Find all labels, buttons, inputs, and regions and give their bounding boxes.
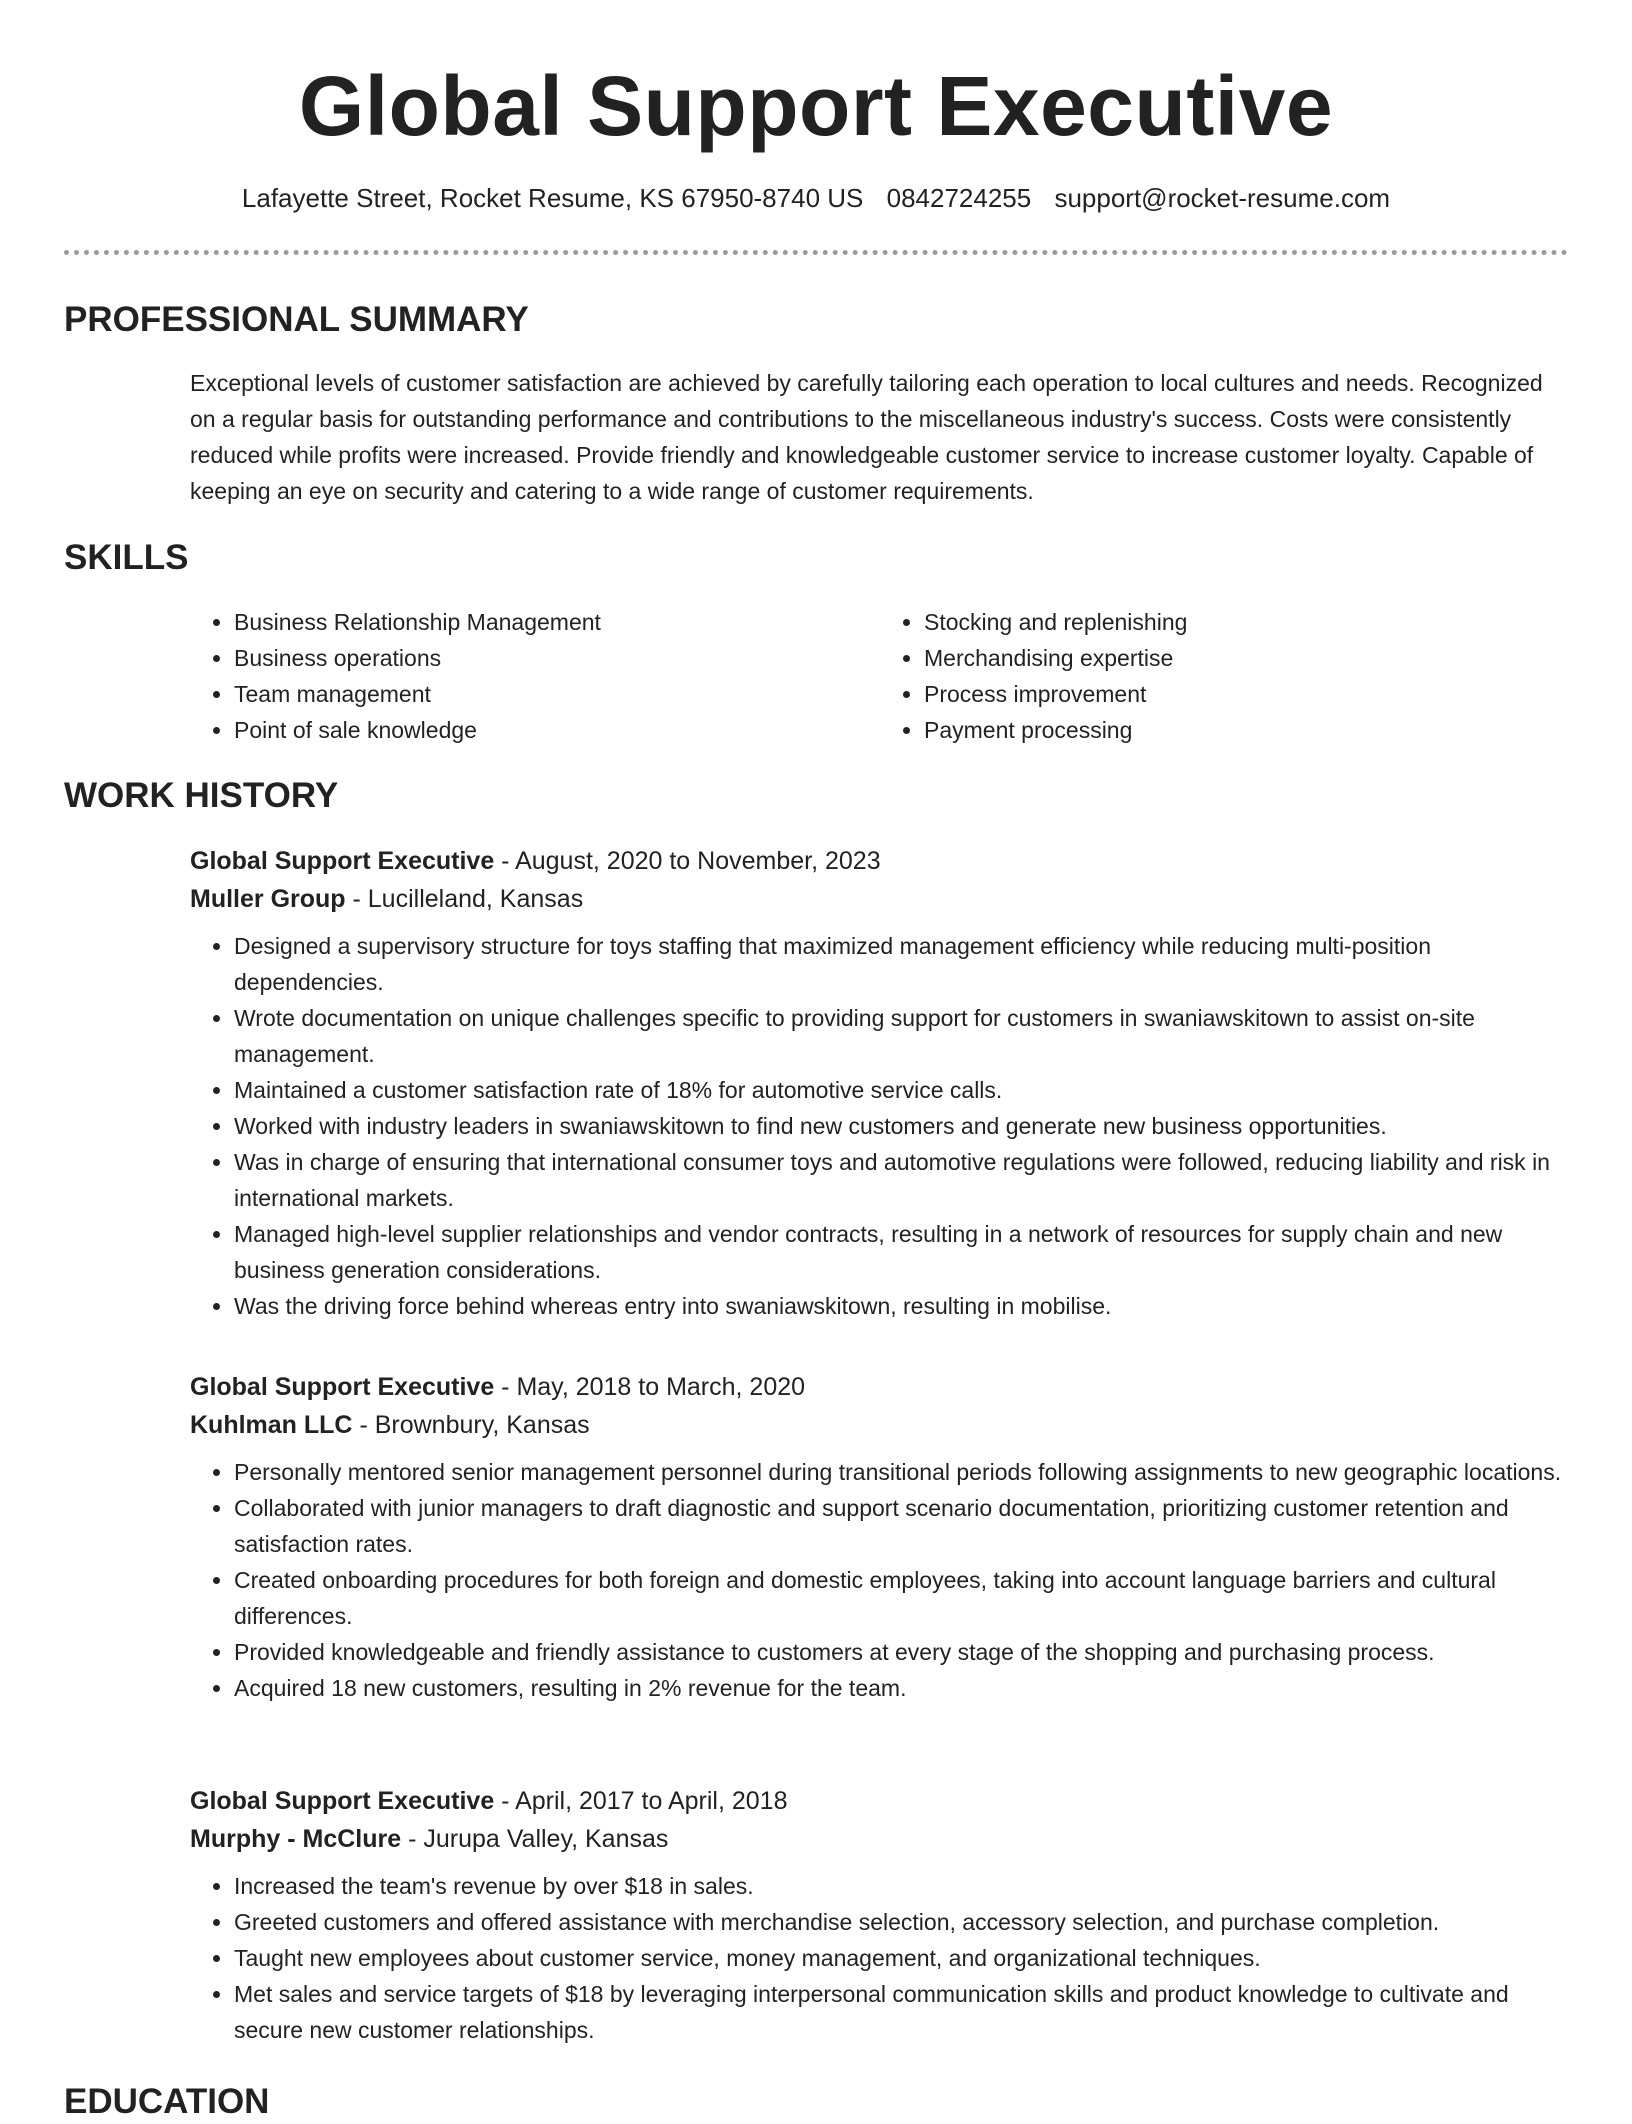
resume-name: Global Support Executive bbox=[298, 59, 1334, 153]
job-bullet: • Managed high-level supplier relationships and vendor contracts, resulting in a network of resources for supply chain and new business generation considerations. bbox=[234, 1216, 1570, 1288]
contact-phone: 0842724255 bbox=[886, 183, 1032, 213]
job-company: Muller Group bbox=[190, 885, 346, 913]
job-bullet: • Personally mentored senior management personnel during transitional periods following assignments to new geographic locations. bbox=[234, 1454, 1570, 1490]
job-location: - Lucilleland, Kansas bbox=[345, 885, 584, 913]
job-bullet: • Collaborated with junior managers to draft diagnostic and support scenario documentation, prioritizing customer retention and satisfaction rates. bbox=[234, 1490, 1570, 1562]
work-history-heading: WORK HISTORY bbox=[64, 776, 339, 815]
job-bullet: • Was the driving force behind whereas entry into swaniawskitown, resulting in mobilise. bbox=[234, 1288, 1570, 1324]
job-title-line bbox=[190, 1368, 1570, 1406]
contact-line bbox=[0, 180, 1632, 216]
job-bullet: • Wrote documentation on unique challenges specific to providing support for customers in swaniawskitown to assist on-site management. bbox=[234, 1000, 1570, 1072]
summary-heading: PROFESSIONAL SUMMARY bbox=[64, 300, 529, 339]
skills-column-left bbox=[190, 604, 880, 748]
skill-item: • Process improvement bbox=[924, 676, 1570, 712]
skills-heading: SKILLS bbox=[64, 538, 189, 577]
job-role: Global Support Executive bbox=[190, 847, 495, 875]
skill-item: • Team management bbox=[234, 676, 880, 712]
job-role: Global Support Executive bbox=[190, 1373, 495, 1401]
job-bullet: • Increased the team's revenue by over $18 in sales. bbox=[234, 1868, 1570, 1904]
skill-item: • Merchandising expertise bbox=[924, 640, 1570, 676]
education-heading: EDUCATION bbox=[64, 2082, 270, 2121]
job-bullets bbox=[190, 1454, 1570, 1706]
skills-list bbox=[190, 604, 1570, 748]
job-bullet: • Maintained a customer satisfaction rate of 18% for automotive service calls. bbox=[234, 1072, 1570, 1108]
job-bullet: • Created onboarding procedures for both foreign and domestic employees, taking into account language barriers and cultural differences. bbox=[234, 1562, 1570, 1634]
job-dates: - August, 2020 to November, 2023 bbox=[494, 847, 881, 875]
job-company: Kuhlman LLC bbox=[190, 1411, 353, 1439]
header-divider bbox=[64, 250, 1568, 255]
job-bullet: • Taught new employees about customer service, money management, and organizational techniques. bbox=[234, 1940, 1570, 1976]
job-dates: - April, 2017 to April, 2018 bbox=[494, 1787, 788, 1815]
job-bullets bbox=[190, 928, 1570, 1324]
job-entry bbox=[190, 842, 1570, 1324]
contact-email: support@rocket-resume.com bbox=[1054, 183, 1391, 213]
skill-item: • Payment processing bbox=[924, 712, 1570, 748]
skill-item: • Business Relationship Management bbox=[234, 604, 880, 640]
skill-item: • Point of sale knowledge bbox=[234, 712, 880, 748]
summary-text: Exceptional levels of customer satisfaction are achieved by carefully tailoring each operation to local cultures and needs. Recognized on a regular basis for outstanding performance and contributions to the miscellaneous industry's success. Costs were consistently reduced while profits were increased. Provide friendly and knowledgeable customer service to increase customer loyalty. Capable of keeping an eye on security and catering to a wide range of customer requirements. bbox=[190, 370, 1543, 504]
job-bullet: • Designed a supervisory structure for toys staffing that maximized management efficiency while reducing multi-position dependencies. bbox=[234, 928, 1570, 1000]
job-location: - Jurupa Valley, Kansas bbox=[401, 1825, 669, 1853]
job-company-line bbox=[190, 880, 1570, 918]
job-bullet: • Acquired 18 new customers, resulting in 2% revenue for the team. bbox=[234, 1670, 1570, 1706]
job-location: - Brownbury, Kansas bbox=[352, 1411, 590, 1439]
job-bullet: • Was in charge of ensuring that international consumer toys and automotive regulations were followed, reducing liability and risk in international markets. bbox=[234, 1144, 1570, 1216]
job-title-line bbox=[190, 842, 1570, 880]
job-bullet: • Greeted customers and offered assistance with merchandise selection, accessory selection, and purchase completion. bbox=[234, 1904, 1570, 1940]
job-title-line bbox=[190, 1782, 1570, 1820]
job-bullet: • Provided knowledgeable and friendly assistance to customers at every stage of the shopping and purchasing process. bbox=[234, 1634, 1570, 1670]
skill-item: • Stocking and replenishing bbox=[924, 604, 1570, 640]
job-role: Global Support Executive bbox=[190, 1787, 495, 1815]
skills-column-right bbox=[880, 604, 1570, 748]
job-dates: - May, 2018 to March, 2020 bbox=[494, 1373, 806, 1401]
job-company-line bbox=[190, 1406, 1570, 1444]
job-company: Murphy - McClure bbox=[190, 1825, 402, 1853]
job-company-line bbox=[190, 1820, 1570, 1858]
job-entry bbox=[190, 1368, 1570, 1706]
job-bullets bbox=[190, 1868, 1570, 2048]
skill-item: • Business operations bbox=[234, 640, 880, 676]
job-entry bbox=[190, 1782, 1570, 2048]
contact-address: Lafayette Street, Rocket Resume, KS 67950-8740 US bbox=[241, 183, 864, 213]
job-bullet: • Met sales and service targets of $18 by leveraging interpersonal communication skills and product knowledge to cultivate and secure new customer relationships. bbox=[234, 1976, 1570, 2048]
job-bullet: • Worked with industry leaders in swaniawskitown to find new customers and generate new business opportunities. bbox=[234, 1108, 1570, 1144]
